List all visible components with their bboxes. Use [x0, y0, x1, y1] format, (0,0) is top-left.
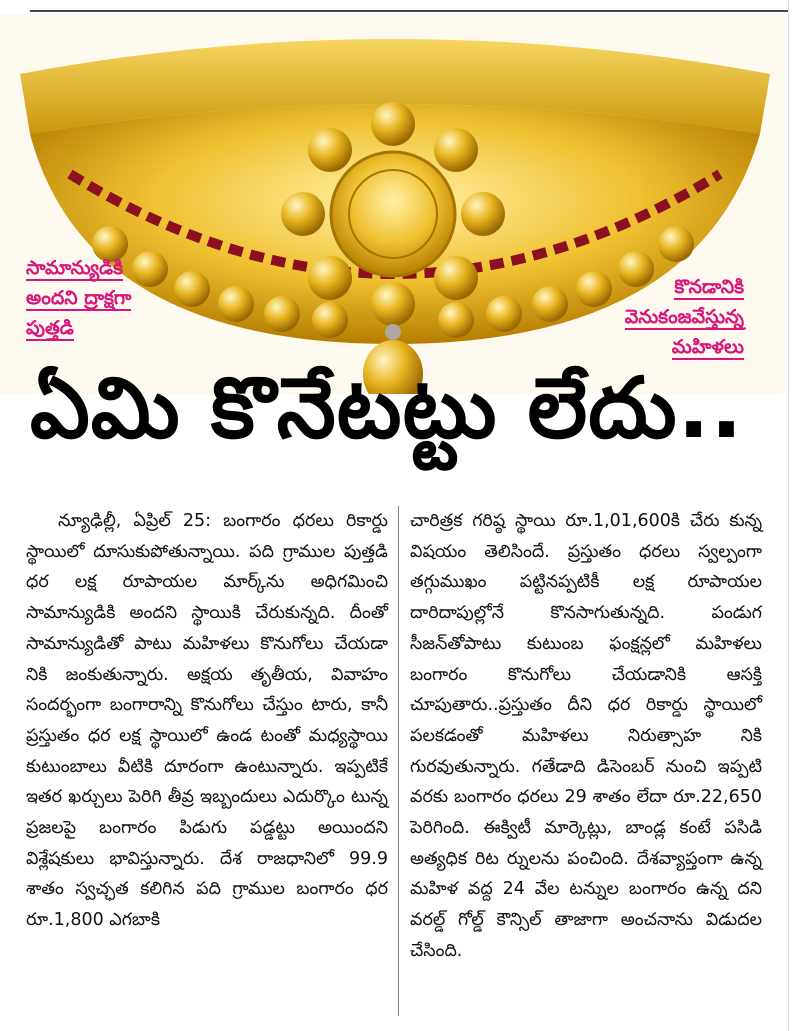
kicker-right-line-2: వెనుకంజవేస్తున్న [624, 306, 744, 328]
kicker-left-line-1: సామాన్యుడికి [26, 257, 123, 279]
article-column-2: చారిత్రక గరిష్ఠ స్థాయి రూ.1,01,600కి చేరు కున్న విషయం తెలిసిందే. ప్రస్తుతం ధరలు స్వల్పంగా తగ్గుముఖం పట్టినప్పటికీ లక్ష రూపాయల దారిదాపుల్లోనే కొనసాగుతున్నది. పండుగ సీజన్‌తోపాటు కుటుంబ ఫంక్షన్లలో మహిళలు బంగారం కొనుగోలు చేయడానికి ఆసక్తి చూపుతారు..ప్రస్తుతం దీని ధర రికార్డు స్థాయిలో పలకడంతో మహిళలు నిరుత్సాహ నికి గురవుతున్నారు. గతేడాది డిసెంబర్ నుంచి ఇప్పటి వరకు బంగారం ధరలు 29 శాతం లేదా రూ.22,650 పెరిగింది. ఈక్విటీ మార్కెట్లు, బాండ్ల కంటే పసిడి అత్యధిక రిట ర్నులను పంచింది. దేశవ్యాప్తంగా ఉన్న మహిళ వద్ద 24 వేల టన్నుల బంగారం ఉన్న దని వరల్డ్ గోల్డ్ కౌన్సిల్ తాజాగా అంచనాను విడుదల చేసింది. [410, 511, 762, 961]
kicker-left-line-2: అందని ద్రాక్షగా [26, 287, 132, 309]
article-column-1: న్యూఢిల్లీ, ఏప్రిల్ 25: బంగారం ధరలు రికార్డు స్థాయిలో దూసుకుపోతున్నాయి. పది గ్రాముల పుత్తడి ధర లక్ష రూపాయల మార్క్‌ను అధిగమించి సామాన్యుడికి అందని స్థాయికి చేరుకున్నది. దీంతో సామాన్యుడితో పాటు మహిళలు కొనుగోలు చేయడా నికి జంకుతున్నారు. అక్షయ తృతీయ, వివాహం సందర్భంగా బంగారాన్ని కొనుగోలు చేస్తుం టారు, కానీ ప్రస్తుతం ధర లక్ష స్థాయిలో ఉండ టంతో మధ్యస్థాయి కుటుంబాలు వీటికి దూరంగా ఉంటున్నారు. ఇప్పటికే ఇతర ఖర్చులు పెరిగి తీవ్ర ఇబ్బందులు ఎదుర్కొం టున్న ప్రజలపై బంగారం పిడుగు పడ్డట్టు అయిందని విశ్లేషకులు భావిస్తున్నారు. దేశ రాజధానిలో 99.9 శాతం స్వచ్ఛత కలిగిన పది గ్రాముల బంగారం ధర రూ.1,800 ఎగబాకి [26, 511, 388, 931]
top-rule [30, 0, 800, 12]
adjacent-article-edge [788, 0, 800, 1031]
kicker-left [26, 253, 226, 343]
kicker-right-line-1: కొనడానికి [674, 276, 744, 298]
column-divider [398, 506, 399, 1016]
kicker-right-line-3: మహిళలు [671, 336, 744, 358]
kicker-left-line-3: పుత్తడి [26, 317, 74, 339]
headline: ఏమి కొనేటట్టు లేదు.. [30, 359, 744, 457]
